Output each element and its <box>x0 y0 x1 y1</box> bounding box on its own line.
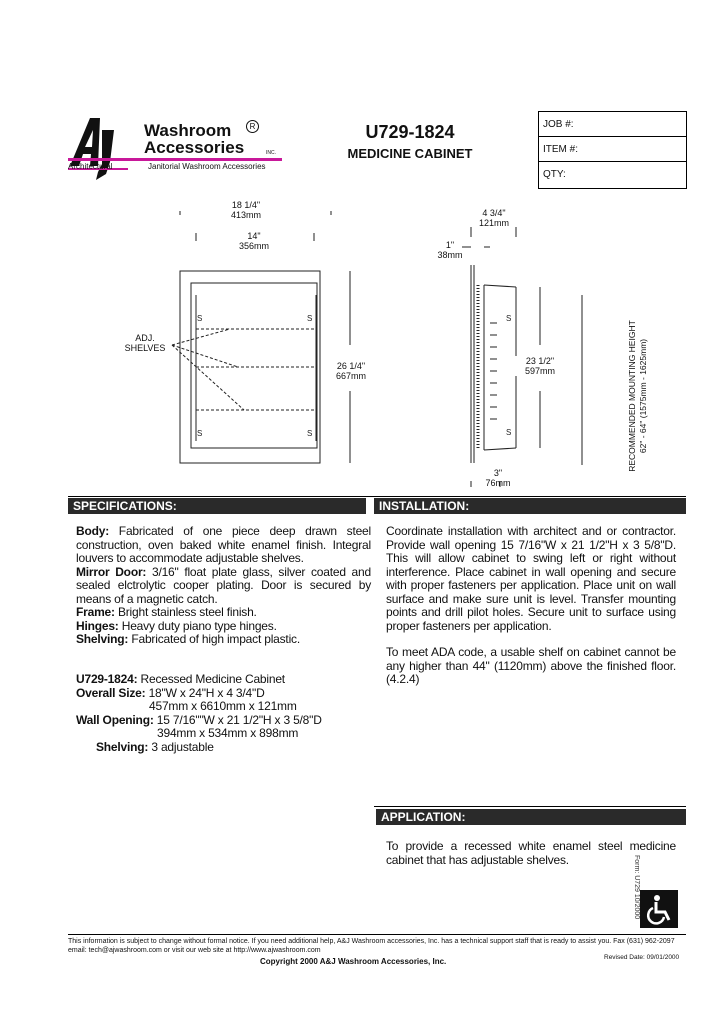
logo-inc: INC. <box>266 150 276 156</box>
copyright: Copyright 2000 A&J Washroom Accessories, Inc. <box>260 957 447 966</box>
front-outer-width: 18 1/4" 413mm <box>230 200 261 220</box>
logo-tagline-left: Architectural <box>68 162 113 171</box>
footer-divider <box>68 934 686 935</box>
front-height: 26 1/4" 667mm <box>324 361 378 381</box>
application-body: To provide a recessed white enamel steel medicine cabinet that has adjustable shelves. <box>386 839 676 867</box>
mounting-height-label: RECOMMENDED MOUNTING HEIGHT 62" - 64" (1575mm - 1625mm) <box>627 320 648 472</box>
side-screw-mark: S <box>506 428 512 437</box>
technical-drawing <box>0 195 720 490</box>
model-number: U729-1824 <box>365 122 455 142</box>
footer-disclaimer: This information is subject to change without formal notice. If you need additional help, A&J Washroom accessories, Inc. has a technical support staff that is ready to assist you. Fax (631) 962-2097 email: tech@ajwashroom.com or visit our web site at http://www.ajwashroom.com <box>68 938 675 954</box>
installation-heading: INSTALLATION: <box>374 498 686 514</box>
logo <box>68 116 288 182</box>
side-screw-mark: S <box>506 314 512 323</box>
logo-pink-rule <box>68 158 282 161</box>
logo-tagline-right: Janitorial Washroom Accessories <box>148 162 266 171</box>
wheelchair-accessible-icon <box>640 890 678 928</box>
specifications-body: Body: Fabricated of one piece deep drawn steel construction, oven baked white enamel finish. Integral louvers to accommodate adjustable shelves. Mirror Door: 3/16" float plate glass, silver coated and sealed elctrolytic cooper plating. Door is secured by means of a magnetic catch. Frame: Bright stainless steel finish. Hinges: Heavy duty piano type hinges. Shelving: Fabricated of high impact plastic. <box>76 524 371 646</box>
side-bottom: 3" 76mm <box>485 468 511 488</box>
job-info-box <box>538 111 687 189</box>
front-screw-mark: S <box>307 314 313 323</box>
logo-line-1: Washroom <box>144 121 232 140</box>
front-screw-mark: S <box>197 314 203 323</box>
job-field[interactable]: JOB #: <box>539 112 686 137</box>
registered-mark: R <box>246 120 259 133</box>
divider <box>374 806 686 807</box>
front-inner-width: 14" 356mm <box>238 231 269 251</box>
installation-body: Coordinate installation with architect and or contractor. Provide wall opening 15 7/16"W x 21 1/2"H x 3 5/8"D. This will allow cabinet to swing left or right without interference. Place cabinet in wall opening and secure with proper fasteners per application. Place unit on wall surface and make sure unit is level. Transfer mounting points and drill pilot holes. Secure unit to surface using proper fasteners per application. To meet ADA code, a usable shelf on cabinet cannot be any higher than 44" (1120mm) above the finished floor. (4.2.4) <box>386 524 676 686</box>
logo-line-2: Accessories <box>144 138 245 157</box>
specifications-heading: SPECIFICATIONS: <box>68 498 366 514</box>
side-height: 23 1/2" 597mm <box>512 356 568 376</box>
adj-shelves-label: ADJ. SHELVES <box>124 333 166 353</box>
revised-date: Revised Date: 09/01/2000 <box>604 954 680 961</box>
application-heading: APPLICATION: <box>376 809 686 825</box>
form-stamp: Form: U729 10/2000 <box>633 855 640 920</box>
front-screw-mark: S <box>307 429 313 438</box>
model-details: U729-1824: Recessed Medicine Cabinet Overall Size: 18"W x 24"H x 4 3/4"D 457mm x 6610mm x 121mm Wall Opening: 15 7/16""W x 21 1/2"H x 3 5/8"D 394mm x 534mm x 898mm Shelving: 3 adjustable <box>76 672 322 754</box>
side-flange: 1" 38mm <box>437 240 463 260</box>
qty-field[interactable]: QTY: <box>543 169 566 180</box>
product-name: MEDICINE CABINET <box>347 146 473 161</box>
divider <box>68 496 686 497</box>
item-field[interactable]: ITEM #: <box>539 137 686 162</box>
side-depth: 4 3/4" 121mm <box>478 208 509 228</box>
front-screw-mark: S <box>197 429 203 438</box>
